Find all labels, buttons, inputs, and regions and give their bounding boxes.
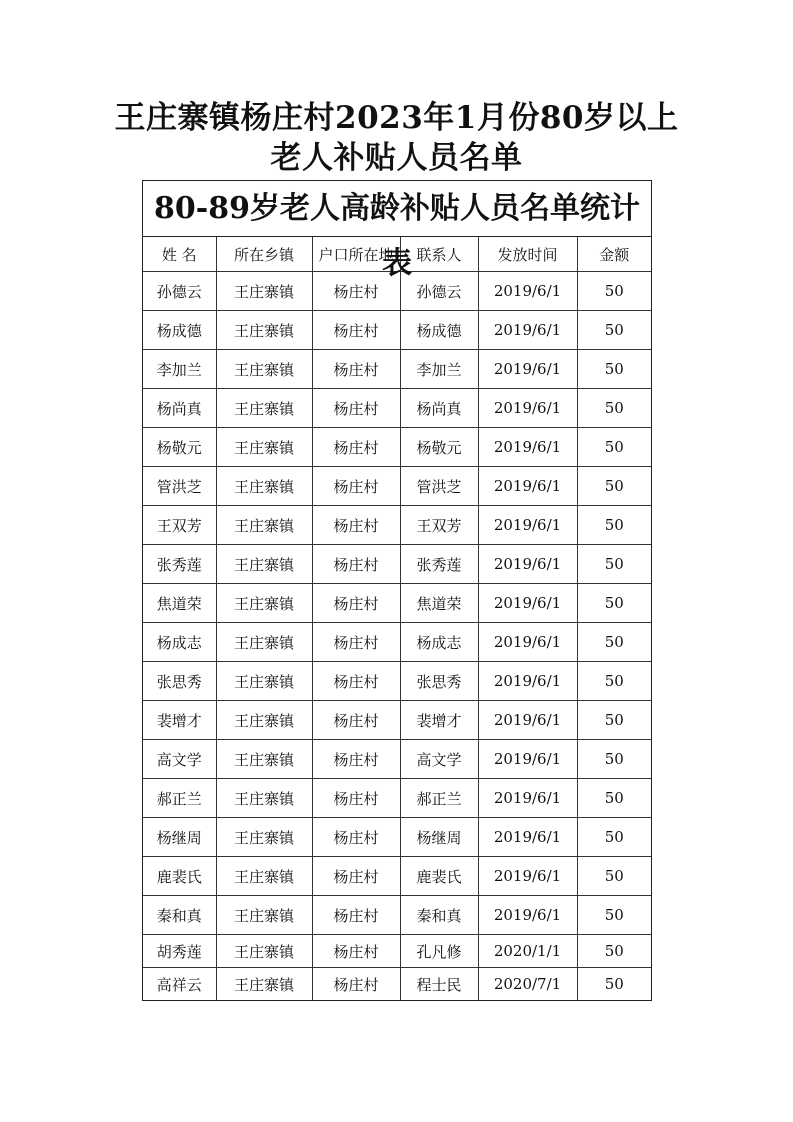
cell-contact: 王双芳 xyxy=(400,506,478,545)
cell-contact: 裴增才 xyxy=(400,701,478,740)
subsidy-table xyxy=(143,237,651,1000)
cell-date: 2019/6/1 xyxy=(478,428,577,467)
column-header-name: 姓 名 xyxy=(143,237,216,272)
cell-date: 2019/6/1 xyxy=(478,857,577,896)
table-row xyxy=(143,662,651,701)
cell-town: 王庄寨镇 xyxy=(216,623,312,662)
cell-hukou: 杨庄村 xyxy=(312,584,400,623)
table-row xyxy=(143,623,651,662)
cell-date: 2019/6/1 xyxy=(478,623,577,662)
cell-contact: 高文学 xyxy=(400,740,478,779)
cell-town: 王庄寨镇 xyxy=(216,968,312,1001)
cell-name: 杨成德 xyxy=(143,311,216,350)
cell-contact: 孔凡修 xyxy=(400,935,478,968)
cell-town: 王庄寨镇 xyxy=(216,935,312,968)
cell-name: 杨尚真 xyxy=(143,389,216,428)
cell-town: 王庄寨镇 xyxy=(216,467,312,506)
cell-town: 王庄寨镇 xyxy=(216,428,312,467)
cell-amount: 50 xyxy=(577,623,651,662)
cell-hukou: 杨庄村 xyxy=(312,740,400,779)
column-header-date: 发放时间 xyxy=(478,237,577,272)
cell-name: 秦和真 xyxy=(143,896,216,935)
cell-amount: 50 xyxy=(577,467,651,506)
cell-hukou: 杨庄村 xyxy=(312,506,400,545)
column-header-amount: 金额 xyxy=(577,237,651,272)
cell-name: 张秀莲 xyxy=(143,545,216,584)
cell-town: 王庄寨镇 xyxy=(216,662,312,701)
table-row xyxy=(143,779,651,818)
cell-date: 2019/6/1 xyxy=(478,701,577,740)
cell-date: 2019/6/1 xyxy=(478,506,577,545)
cell-name: 高文学 xyxy=(143,740,216,779)
table-row xyxy=(143,545,651,584)
cell-date: 2019/6/1 xyxy=(478,272,577,311)
cell-date: 2019/6/1 xyxy=(478,389,577,428)
cell-date: 2019/6/1 xyxy=(478,545,577,584)
cell-contact: 张秀莲 xyxy=(400,545,478,584)
cell-amount: 50 xyxy=(577,584,651,623)
cell-date: 2019/6/1 xyxy=(478,896,577,935)
cell-hukou: 杨庄村 xyxy=(312,968,400,1001)
table-row xyxy=(143,428,651,467)
cell-contact: 杨成志 xyxy=(400,623,478,662)
cell-name: 李加兰 xyxy=(143,350,216,389)
cell-date: 2019/6/1 xyxy=(478,467,577,506)
cell-date: 2020/7/1 xyxy=(478,968,577,1001)
cell-contact: 杨敬元 xyxy=(400,428,478,467)
cell-amount: 50 xyxy=(577,857,651,896)
cell-contact: 孙德云 xyxy=(400,272,478,311)
column-header-town: 所在乡镇 xyxy=(216,237,312,272)
cell-amount: 50 xyxy=(577,662,651,701)
cell-town: 王庄寨镇 xyxy=(216,272,312,311)
cell-amount: 50 xyxy=(577,350,651,389)
cell-name: 杨继周 xyxy=(143,818,216,857)
cell-date: 2019/6/1 xyxy=(478,584,577,623)
cell-contact: 秦和真 xyxy=(400,896,478,935)
cell-town: 王庄寨镇 xyxy=(216,506,312,545)
cell-town: 王庄寨镇 xyxy=(216,896,312,935)
cell-date: 2019/6/1 xyxy=(478,779,577,818)
table-row xyxy=(143,389,651,428)
cell-contact: 鹿裴氏 xyxy=(400,857,478,896)
table-row xyxy=(143,506,651,545)
cell-hukou: 杨庄村 xyxy=(312,623,400,662)
table-body xyxy=(143,272,651,1001)
cell-town: 王庄寨镇 xyxy=(216,389,312,428)
cell-amount: 50 xyxy=(577,701,651,740)
table-row xyxy=(143,467,651,506)
cell-contact: 杨成德 xyxy=(400,311,478,350)
cell-amount: 50 xyxy=(577,740,651,779)
column-header-contact: 联系人 xyxy=(400,237,478,272)
cell-hukou: 杨庄村 xyxy=(312,896,400,935)
column-header-hukou: 户口所在地 xyxy=(312,237,400,272)
cell-hukou: 杨庄村 xyxy=(312,350,400,389)
table-row xyxy=(143,818,651,857)
cell-contact: 杨尚真 xyxy=(400,389,478,428)
cell-contact: 杨继周 xyxy=(400,818,478,857)
cell-contact: 李加兰 xyxy=(400,350,478,389)
cell-date: 2019/6/1 xyxy=(478,818,577,857)
cell-town: 王庄寨镇 xyxy=(216,311,312,350)
cell-hukou: 杨庄村 xyxy=(312,428,400,467)
cell-name: 管洪芝 xyxy=(143,467,216,506)
cell-amount: 50 xyxy=(577,428,651,467)
cell-contact: 郝正兰 xyxy=(400,779,478,818)
table-row xyxy=(143,935,651,968)
cell-name: 张思秀 xyxy=(143,662,216,701)
cell-date: 2019/6/1 xyxy=(478,740,577,779)
cell-hukou: 杨庄村 xyxy=(312,467,400,506)
cell-hukou: 杨庄村 xyxy=(312,935,400,968)
cell-amount: 50 xyxy=(577,896,651,935)
cell-amount: 50 xyxy=(577,968,651,1001)
table-row xyxy=(143,857,651,896)
cell-town: 王庄寨镇 xyxy=(216,545,312,584)
cell-name: 杨成志 xyxy=(143,623,216,662)
cell-hukou: 杨庄村 xyxy=(312,818,400,857)
cell-hukou: 杨庄村 xyxy=(312,779,400,818)
cell-contact: 程士民 xyxy=(400,968,478,1001)
table-row xyxy=(143,968,651,1001)
cell-town: 王庄寨镇 xyxy=(216,584,312,623)
cell-amount: 50 xyxy=(577,506,651,545)
cell-contact: 焦道荣 xyxy=(400,584,478,623)
cell-name: 焦道荣 xyxy=(143,584,216,623)
cell-contact: 管洪芝 xyxy=(400,467,478,506)
cell-hukou: 杨庄村 xyxy=(312,389,400,428)
cell-amount: 50 xyxy=(577,935,651,968)
cell-name: 高祥云 xyxy=(143,968,216,1001)
cell-town: 王庄寨镇 xyxy=(216,740,312,779)
cell-town: 王庄寨镇 xyxy=(216,701,312,740)
cell-amount: 50 xyxy=(577,545,651,584)
subsidy-table-container xyxy=(142,180,652,1001)
cell-name: 郝正兰 xyxy=(143,779,216,818)
table-row xyxy=(143,311,651,350)
cell-town: 王庄寨镇 xyxy=(216,857,312,896)
cell-date: 2019/6/1 xyxy=(478,350,577,389)
cell-hukou: 杨庄村 xyxy=(312,701,400,740)
cell-name: 王双芳 xyxy=(143,506,216,545)
cell-hukou: 杨庄村 xyxy=(312,857,400,896)
cell-amount: 50 xyxy=(577,779,651,818)
cell-hukou: 杨庄村 xyxy=(312,272,400,311)
cell-name: 孙德云 xyxy=(143,272,216,311)
table-row xyxy=(143,584,651,623)
cell-date: 2020/1/1 xyxy=(478,935,577,968)
table-heading: 80-89岁老人高龄补贴人员名单统计表 xyxy=(143,181,651,237)
table-row xyxy=(143,350,651,389)
cell-name: 鹿裴氏 xyxy=(143,857,216,896)
document-title-line-2: 老人补贴人员名单 xyxy=(270,140,523,176)
cell-amount: 50 xyxy=(577,272,651,311)
cell-amount: 50 xyxy=(577,389,651,428)
table-row xyxy=(143,896,651,935)
cell-hukou: 杨庄村 xyxy=(312,311,400,350)
cell-amount: 50 xyxy=(577,818,651,857)
cell-date: 2019/6/1 xyxy=(478,311,577,350)
table-row xyxy=(143,701,651,740)
cell-name: 裴增才 xyxy=(143,701,216,740)
cell-date: 2019/6/1 xyxy=(478,662,577,701)
cell-hukou: 杨庄村 xyxy=(312,662,400,701)
cell-hukou: 杨庄村 xyxy=(312,545,400,584)
cell-amount: 50 xyxy=(577,311,651,350)
cell-town: 王庄寨镇 xyxy=(216,818,312,857)
document-title-line-1: 王庄寨镇杨庄村2023年1月份80岁以上 xyxy=(114,100,679,136)
table-row xyxy=(143,740,651,779)
cell-name: 胡秀莲 xyxy=(143,935,216,968)
cell-town: 王庄寨镇 xyxy=(216,350,312,389)
cell-name: 杨敬元 xyxy=(143,428,216,467)
cell-town: 王庄寨镇 xyxy=(216,779,312,818)
cell-contact: 张思秀 xyxy=(400,662,478,701)
